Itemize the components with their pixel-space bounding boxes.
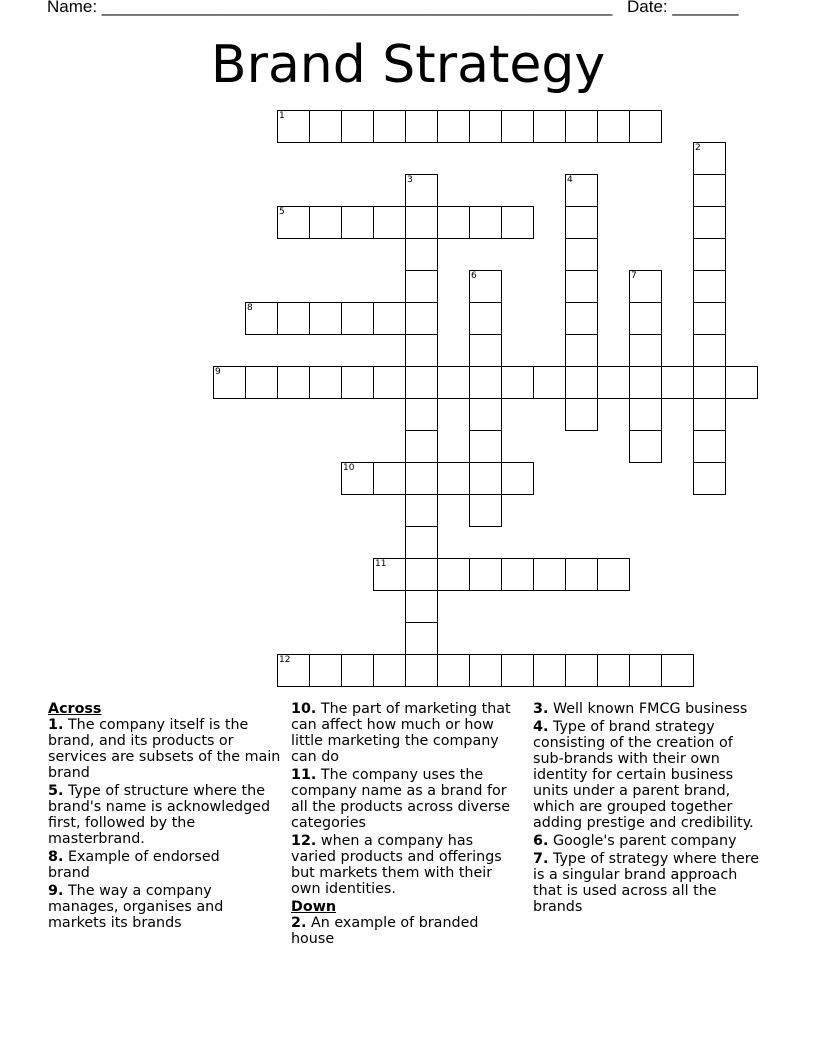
grid-cell[interactable] [405,526,438,559]
grid-cell[interactable] [565,206,598,239]
grid-cell[interactable] [501,558,534,591]
grid-cell[interactable] [469,270,502,303]
grid-cell[interactable] [405,270,438,303]
clue-number: 11 [375,559,387,569]
grid-cell[interactable] [501,366,534,399]
grid-cell[interactable] [341,206,374,239]
grid-cell[interactable] [277,654,310,687]
clue-down-4: 4. Type of brand strategy consisting of the creation of sub-brands with their own identity for certain business units under a parent brand, which are grouped together adding prestige and credibility. [533,719,754,831]
grid-cell[interactable] [565,302,598,335]
grid-cell[interactable] [693,334,726,367]
clue-down-2: 2. An example of branded house [291,915,479,947]
grid-cell[interactable] [629,270,662,303]
grid-cell[interactable] [629,302,662,335]
grid-cell[interactable] [597,654,630,687]
grid-cell[interactable] [533,110,566,143]
grid-cell[interactable] [277,110,310,143]
grid-cell[interactable] [565,110,598,143]
grid-cell[interactable] [501,462,534,495]
page-title: Brand Strategy [210,35,606,95]
grid-cell[interactable] [469,430,502,463]
grid-cell[interactable] [597,558,630,591]
grid-cell[interactable] [693,142,726,175]
date-field-label: Date: _______ [627,0,739,16]
grid-cell[interactable] [341,462,374,495]
grid-cell[interactable] [405,206,438,239]
grid-cell[interactable] [469,366,502,399]
grid-cell[interactable] [277,206,310,239]
grid-cell[interactable] [309,206,342,239]
clue-down-6: 6. Google's parent company [533,833,737,849]
grid-cell[interactable] [437,206,470,239]
clue-down-3: 3. Well known FMCG business [533,701,748,717]
down-heading: Down [291,899,337,915]
clue-across-8: 8. Example of endorsed brand [48,849,220,881]
clue-number: 10 [343,463,355,473]
grid-cell[interactable] [373,558,406,591]
grid-cell[interactable] [277,366,310,399]
grid-cell[interactable] [245,302,278,335]
grid-cell[interactable] [693,302,726,335]
grid-cell[interactable] [469,462,502,495]
grid-cell[interactable] [693,430,726,463]
grid-cell[interactable] [565,334,598,367]
grid-cell[interactable] [373,302,406,335]
grid-cell[interactable] [693,398,726,431]
grid-cell[interactable] [501,110,534,143]
name-field-label: Name: ______________________________________________________ [47,0,613,16]
grid-cell[interactable] [469,206,502,239]
grid-cell[interactable] [661,366,694,399]
grid-cell[interactable] [341,302,374,335]
grid-cell[interactable] [437,462,470,495]
grid-cell[interactable] [469,302,502,335]
clue-number: 4 [567,175,573,185]
grid-cell[interactable] [405,302,438,335]
grid-cell[interactable] [277,302,310,335]
grid-cell[interactable] [533,654,566,687]
grid-cell[interactable] [405,174,438,207]
grid-cell[interactable] [405,110,438,143]
grid-cell[interactable] [469,110,502,143]
grid-cell[interactable] [309,366,342,399]
grid-cell[interactable] [405,622,438,655]
grid-cell[interactable] [469,494,502,527]
grid-cell[interactable] [437,654,470,687]
grid-cell[interactable] [693,174,726,207]
clues-column-1 [48,701,286,933]
grid-cell[interactable] [629,654,662,687]
grid-cell[interactable] [565,398,598,431]
grid-cell[interactable] [405,430,438,463]
clue-across-5: 5. Type of structure where the brand's name is acknowledged first, followed by the masterbrand. [48,783,271,847]
across-heading: Across [48,701,102,717]
grid-cell[interactable] [469,398,502,431]
grid-cell[interactable] [469,558,502,591]
grid-cell[interactable] [245,366,278,399]
grid-cell[interactable] [629,110,662,143]
grid-cell[interactable] [309,654,342,687]
grid-cell[interactable] [725,366,758,399]
clue-number: 12 [279,655,291,665]
clue-across-1: 1. The company itself is the brand, and its products or services are subsets of the main brand [48,717,281,781]
grid-cell[interactable] [405,398,438,431]
clue-number: 2 [695,143,701,153]
grid-cell[interactable] [469,654,502,687]
grid-cell[interactable] [661,654,694,687]
grid-cell[interactable] [437,110,470,143]
clues-column-2 [291,701,521,949]
grid-cell[interactable] [565,366,598,399]
grid-cell[interactable] [693,238,726,271]
grid-cell[interactable] [693,366,726,399]
grid-cell[interactable] [373,366,406,399]
grid-cell[interactable] [373,654,406,687]
grid-cell[interactable] [437,558,470,591]
grid-cell[interactable] [341,654,374,687]
clue-number: 1 [279,111,285,121]
grid-cell[interactable] [565,174,598,207]
clue-across-10: 10. The part of marketing that can affect how much or how little marketing the company can do [291,701,511,765]
grid-cell[interactable] [341,366,374,399]
grid-cell[interactable] [533,558,566,591]
grid-cell[interactable] [501,654,534,687]
clue-number: 5 [279,207,285,217]
grid-cell[interactable] [597,366,630,399]
grid-cell[interactable] [405,654,438,687]
grid-cell[interactable] [533,366,566,399]
grid-cell[interactable] [309,302,342,335]
grid-cell[interactable] [373,110,406,143]
grid-cell[interactable] [501,206,534,239]
grid-cell[interactable] [405,462,438,495]
clue-across-11: 11. The company uses the company name as a brand for all the products across diverse categories [291,767,511,831]
grid-cell[interactable] [309,110,342,143]
grid-cell[interactable] [373,206,406,239]
grid-cell[interactable] [565,654,598,687]
grid-cell[interactable] [565,270,598,303]
grid-cell[interactable] [405,590,438,623]
clue-down-7: 7. Type of strategy where there is a singular brand approach that is used across all the brands [533,851,760,915]
clue-across-12: 12. when a company has varied products and offerings but markets them with their own identities. [291,833,502,897]
grid-cell[interactable] [405,494,438,527]
grid-cell[interactable] [213,366,246,399]
grid-cell[interactable] [629,430,662,463]
grid-cell[interactable] [437,366,470,399]
grid-cell[interactable] [405,366,438,399]
grid-cell[interactable] [341,110,374,143]
grid-cell[interactable] [405,558,438,591]
grid-cell[interactable] [597,110,630,143]
clue-across-9: 9. The way a company manages, organises and markets its brands [48,883,224,931]
grid-cell[interactable] [565,558,598,591]
clue-number: 9 [215,367,221,377]
clue-number: 7 [631,271,637,281]
grid-cell[interactable] [629,398,662,431]
grid-cell[interactable] [693,462,726,495]
grid-cell[interactable] [629,366,662,399]
grid-cell[interactable] [469,334,502,367]
clue-number: 6 [471,271,477,281]
grid-cell[interactable] [405,238,438,271]
grid-cell[interactable] [373,462,406,495]
grid-cell[interactable] [693,206,726,239]
clue-number: 8 [247,303,253,313]
grid-cell[interactable] [565,238,598,271]
clue-number: 3 [407,175,413,185]
grid-cell[interactable] [629,334,662,367]
grid-cell[interactable] [405,334,438,367]
grid-cell[interactable] [693,270,726,303]
clues-column-3 [533,701,765,917]
